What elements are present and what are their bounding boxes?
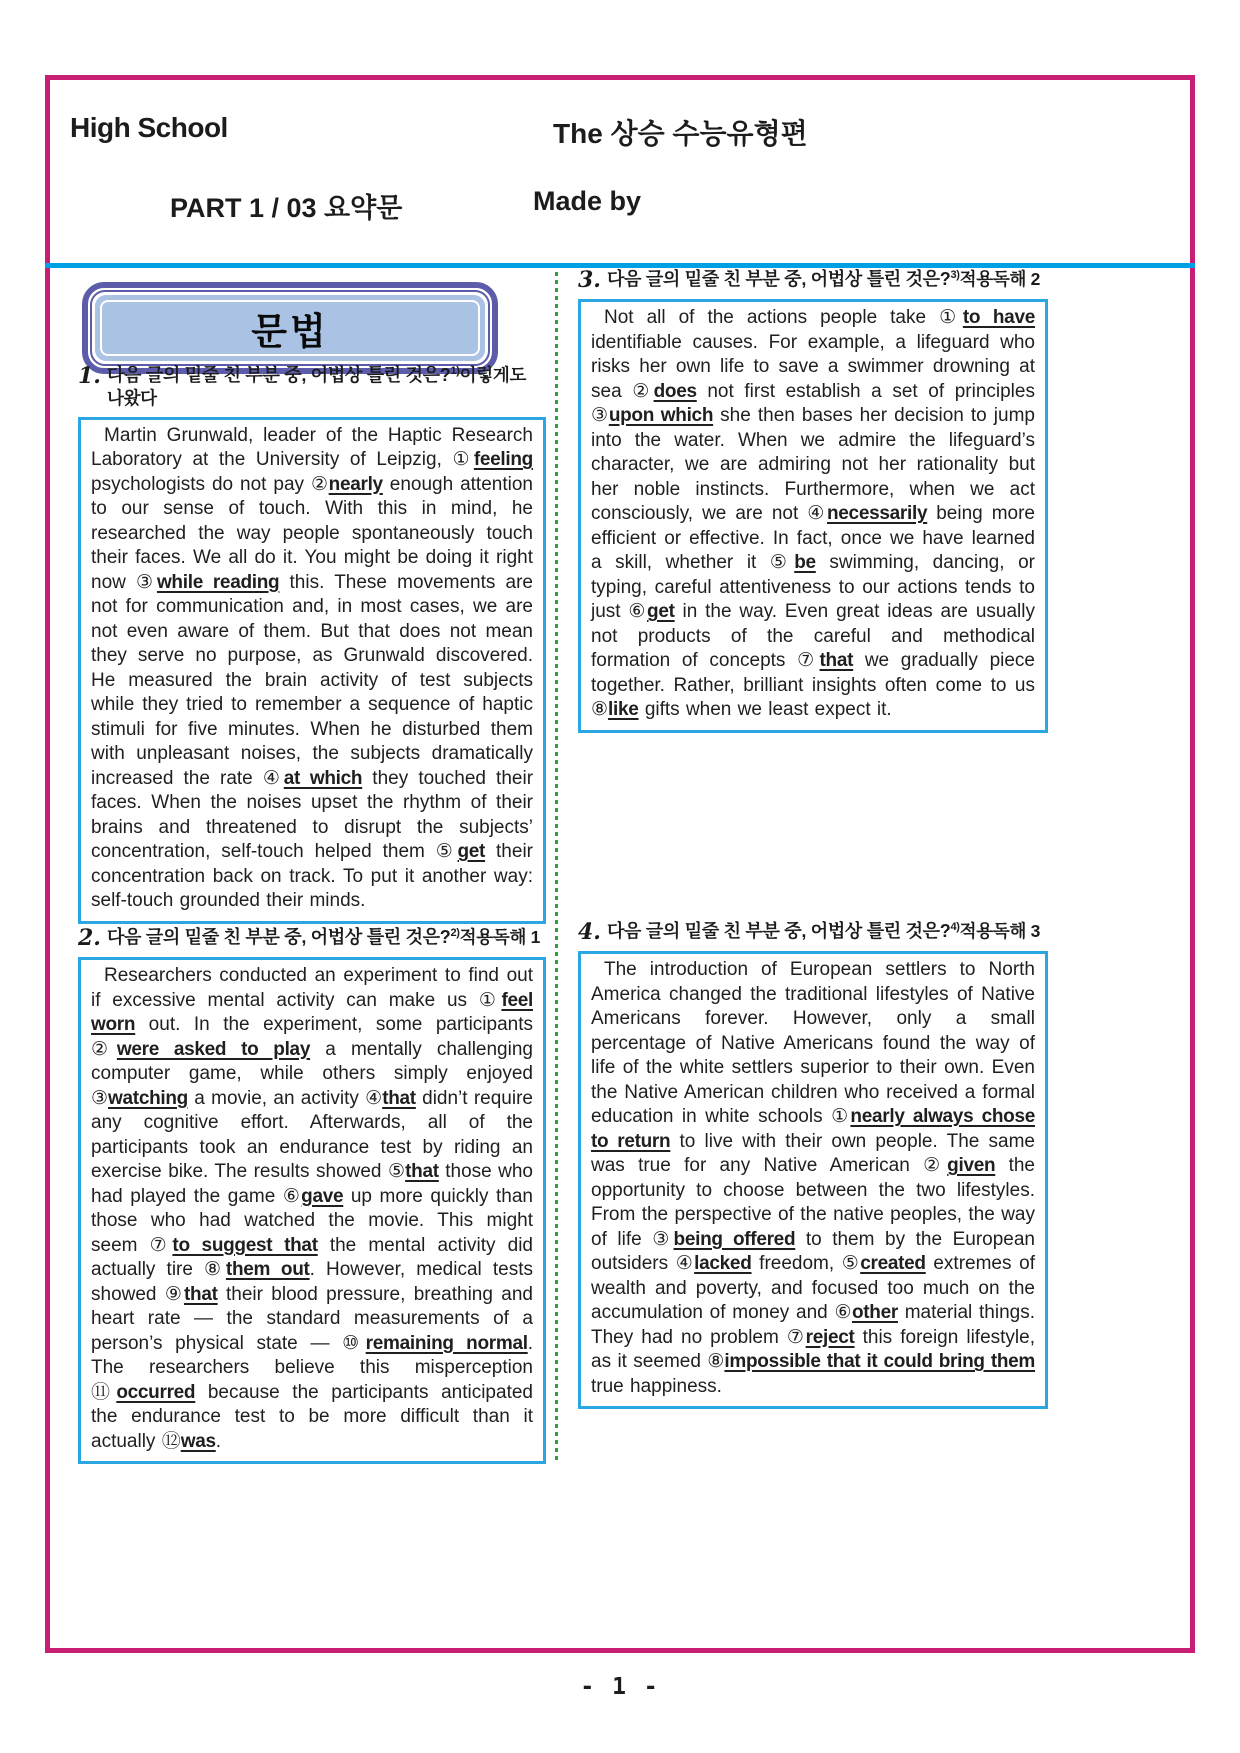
underlined-choice-phrase: nearly [328, 473, 383, 495]
question-3-prompt-text: 다음 글의 밑줄 친 부분 중, 어법상 틀린 것은? [606, 269, 951, 289]
question-4-number: 4. [578, 919, 601, 945]
question-block-1 [78, 364, 546, 924]
underlined-choice-phrase: given [947, 1155, 996, 1177]
choice-circled-number: ⑧ [204, 1259, 226, 1281]
choice-circled-number: ① [478, 989, 502, 1011]
choice-circled-number: ⑦ [149, 1234, 173, 1256]
question-1-source-tag: 이렇게도 나왔다 [106, 365, 527, 408]
underlined-choice-phrase: them out [225, 1259, 310, 1281]
underlined-choice-phrase: while reading [156, 571, 280, 593]
column-divider-dotted [555, 272, 558, 1460]
choice-circled-number: ⑧ [591, 699, 609, 721]
grammar-section-banner [82, 282, 498, 374]
question-1-number: 1. [78, 363, 101, 389]
choice-circled-number: ② [632, 380, 654, 402]
grammar-section-title: 문법 [251, 311, 329, 352]
underlined-choice-phrase: necessarily [826, 503, 928, 525]
header-part-label: PART 1 / 03 요약문 [170, 193, 403, 223]
question-4-prompt [607, 920, 1040, 943]
choice-circled-number: ④ [262, 767, 284, 789]
underlined-choice-phrase: gave [301, 1185, 344, 1207]
underlined-choice-phrase: that [382, 1087, 416, 1109]
underlined-choice-phrase: being offered [673, 1228, 796, 1250]
choice-circled-number: ⑦ [797, 650, 820, 672]
underlined-choice-phrase: that [819, 650, 854, 672]
underlined-choice-phrase: reject [805, 1326, 855, 1348]
underlined-choice-phrase: to have [962, 307, 1035, 329]
choice-circled-number: ③ [591, 405, 609, 427]
question-3-heading [578, 268, 1048, 292]
underlined-choice-phrase: does [653, 380, 697, 402]
underlined-choice-phrase: other [851, 1302, 898, 1324]
choice-circled-number: ⑪ [91, 1381, 117, 1403]
choice-circled-number: ⑧ [707, 1351, 725, 1373]
question-2-source-tag: 적용독해 1 [459, 927, 541, 947]
underlined-choice-phrase: get [457, 841, 486, 863]
passage-text: Researchers conducted an experiment to find out if excessive mental activity can make us ①feel worn out. In the experiment, some participants ②were asked to play a mentally challenging computer game, while others simply enjoyed ③watching a movie, an activity ④that didn’t require any cognitive effort. Afterwards, all of the participants took an endurance test by riding an exercise bike. The results showed ⑤that those who had played the game ⑥gave up more quickly than those who had watched the movie. This might seem ⑦to suggest that the mental activity did actually tire ⑧them out. However, medical tests showed ⑨that their blood pressure, breathing and heart rate — the standard measurements of a person’s physical state — ⑩remaining normal. The researchers believe this misperception ⑪occurred because the participants anticipated the endurance test to be more difficult than it actually ⑫was. [91, 965, 533, 1452]
choice-circled-number: ⑨ [164, 1283, 184, 1305]
grammar-banner-mid-border [90, 290, 490, 366]
choice-circled-number: ① [831, 1106, 851, 1128]
underlined-choice-phrase: to suggest that [172, 1234, 318, 1256]
underlined-choice-phrase: feeling [473, 449, 533, 471]
choice-circled-number: ③ [91, 1087, 109, 1109]
underlined-choice-phrase: created [860, 1253, 926, 1275]
choice-circled-number: ④ [807, 503, 827, 525]
underlined-choice-phrase: upon which [608, 405, 714, 427]
choice-circled-number: ③ [652, 1228, 674, 1250]
header-madeby-label: Made by [533, 186, 642, 216]
underlined-choice-phrase: like [608, 699, 639, 721]
page-number: - 1 - [580, 1674, 660, 1700]
choice-circled-number: ② [91, 1038, 117, 1060]
question-4-source-tag: 적용독해 3 [959, 921, 1041, 941]
question-4-passage-box [578, 951, 1048, 1409]
question-4-footnote-sup: 4) [950, 921, 960, 933]
choice-circled-number: ⑤ [841, 1253, 861, 1275]
underlined-choice-phrase: occurred [116, 1381, 196, 1403]
choice-circled-number: ⑥ [282, 1185, 302, 1207]
passage-text: The introduction of European settlers to North America changed the traditional lifestyles of Native Americans forever. However, only a small percentage of Native Americans found the way of life of the white settlers superior to their own. Even the Native American children who received a formal education in white schools ①nearly always chose to return to live with their own people. The same was true for any Native American ②given the opportunity to choose between the two lifestyles. From the perspective of the native peoples, the way of life ③being offered to them by the European outsiders ④lacked freedom, ⑤created extremes of wealth and poverty, and focused too much on the accumulation of money and ⑥other material things. They had no problem ⑦reject this foreign lifestyle, as it seemed ⑧impossible that it could bring them true happiness. [591, 959, 1036, 1397]
choice-circled-number: ⑥ [628, 601, 648, 623]
question-2-heading [78, 926, 546, 950]
choice-circled-number: ⑩ [342, 1332, 366, 1354]
choice-circled-number: ① [452, 449, 474, 471]
underlined-choice-phrase: were asked to play [116, 1038, 311, 1060]
question-block-4 [578, 920, 1048, 1409]
passage-text: Not all of the actions people take ①to have identifiable causes. For example, a lifeguard who risks her own life to save a swimmer drowning at sea ②does not first establish a set of principles ③upon which she then bases her decision to jump into the water. When we admire the lifeguard’s character, we are admiring not her rationality but her noble instincts. Furthermore, when we act consciously, we are not ④necessarily being more efficient or effective. In fact, once we have learned a skill, whether it ⑤be swimming, dancing, or typing, careful attentiveness to our actions tends to just ⑥get in the way. Even great ideas are usually not products of the careful and methodical formation of concepts ⑦that we gradually piece together. Rather, brilliant insights often come to us ⑧like gifts when we least expect it. [591, 307, 1035, 721]
question-4-prompt-text: 다음 글의 밑줄 친 부분 중, 어법상 틀린 것은? [606, 921, 951, 941]
underlined-choice-phrase: nearly always chose to return [591, 1106, 1035, 1152]
question-4-heading [578, 920, 1048, 944]
underlined-choice-phrase: at which [283, 767, 363, 789]
question-1-heading [78, 364, 546, 410]
question-3-footnote-sup: 3) [950, 269, 960, 281]
underlined-choice-phrase: watching [108, 1087, 188, 1109]
question-3-source-tag: 적용독해 2 [959, 269, 1041, 289]
grammar-banner-fill [95, 295, 485, 361]
choice-circled-number: ④ [675, 1253, 695, 1275]
choice-circled-number: ① [939, 307, 963, 329]
header-book-title: The 상승 수능유형편 [553, 118, 808, 149]
grammar-banner-outer-border [82, 282, 498, 374]
question-2-passage-box [78, 957, 546, 1464]
choice-circled-number: ② [923, 1155, 948, 1177]
question-1-prompt-text: 다음 글의 밑줄 친 부분 중, 어법상 틀린 것은? [106, 365, 451, 385]
underlined-choice-phrase: be [794, 552, 816, 574]
question-2-footnote-sup: 2) [450, 927, 460, 939]
question-3-number: 3. [578, 267, 601, 293]
underlined-choice-phrase: remaining normal [365, 1332, 528, 1354]
question-1-passage-box [78, 417, 546, 924]
question-2-number: 2. [78, 925, 101, 951]
choice-circled-number: ⑤ [387, 1161, 406, 1183]
question-2-prompt [107, 926, 540, 949]
question-1-footnote-sup: 1) [450, 365, 460, 377]
question-3-passage-box [578, 299, 1048, 733]
question-2-prompt-text: 다음 글의 밑줄 친 부분 중, 어법상 틀린 것은? [106, 927, 451, 947]
question-3-prompt [607, 268, 1040, 291]
passage-text: Martin Grunwald, leader of the Haptic Research Laboratory at the University of Leipzig, ①feeling psychologists do not pay ②nearly enough attention to our sense of touch. With this in mind, he researched the way people spontaneously touch their faces. We all do it. You might be doing it right now ③while reading this. These movements are not for communication and, in most cases, we are not even aware of them. But that does not mean they serve no purpose, as Grunwald discovered. He measured the brain activity of test subjects while they tried to remember a sequence of haptic stimuli for five minutes. When he disturbed them with unpleasant noises, the subjects dramatically increased the rate ④at which they touched their faces. When the noises upset the rhythm of their brains and threatened to disrupt the subjects’ concentration, self-touch helped them ⑤get their concentration back on track. To put it another way: self-touch grounded their minds. [91, 424, 534, 912]
choice-circled-number: ④ [365, 1087, 383, 1109]
underlined-choice-phrase: lacked [694, 1253, 752, 1275]
question-block-2 [78, 926, 546, 1464]
choice-circled-number: ② [310, 473, 329, 495]
underlined-choice-phrase: that [183, 1283, 218, 1305]
choice-circled-number: ③ [136, 571, 157, 593]
underlined-choice-phrase: impossible that it could bring them [724, 1351, 1036, 1373]
underlined-choice-phrase: get [647, 601, 675, 623]
choice-circled-number: ⑦ [786, 1326, 806, 1348]
choice-circled-number: ⑤ [769, 552, 795, 574]
question-1-prompt [107, 364, 546, 410]
question-block-3 [578, 268, 1048, 733]
header-school-label: High School [70, 112, 228, 143]
choice-circled-number: ⑥ [834, 1302, 852, 1324]
underlined-choice-phrase: feel worn [91, 989, 533, 1036]
choice-circled-number: ⑤ [435, 841, 458, 863]
choice-circled-number: ⑫ [161, 1430, 181, 1452]
underlined-choice-phrase: that [405, 1161, 439, 1183]
underlined-choice-phrase: was [180, 1430, 216, 1452]
